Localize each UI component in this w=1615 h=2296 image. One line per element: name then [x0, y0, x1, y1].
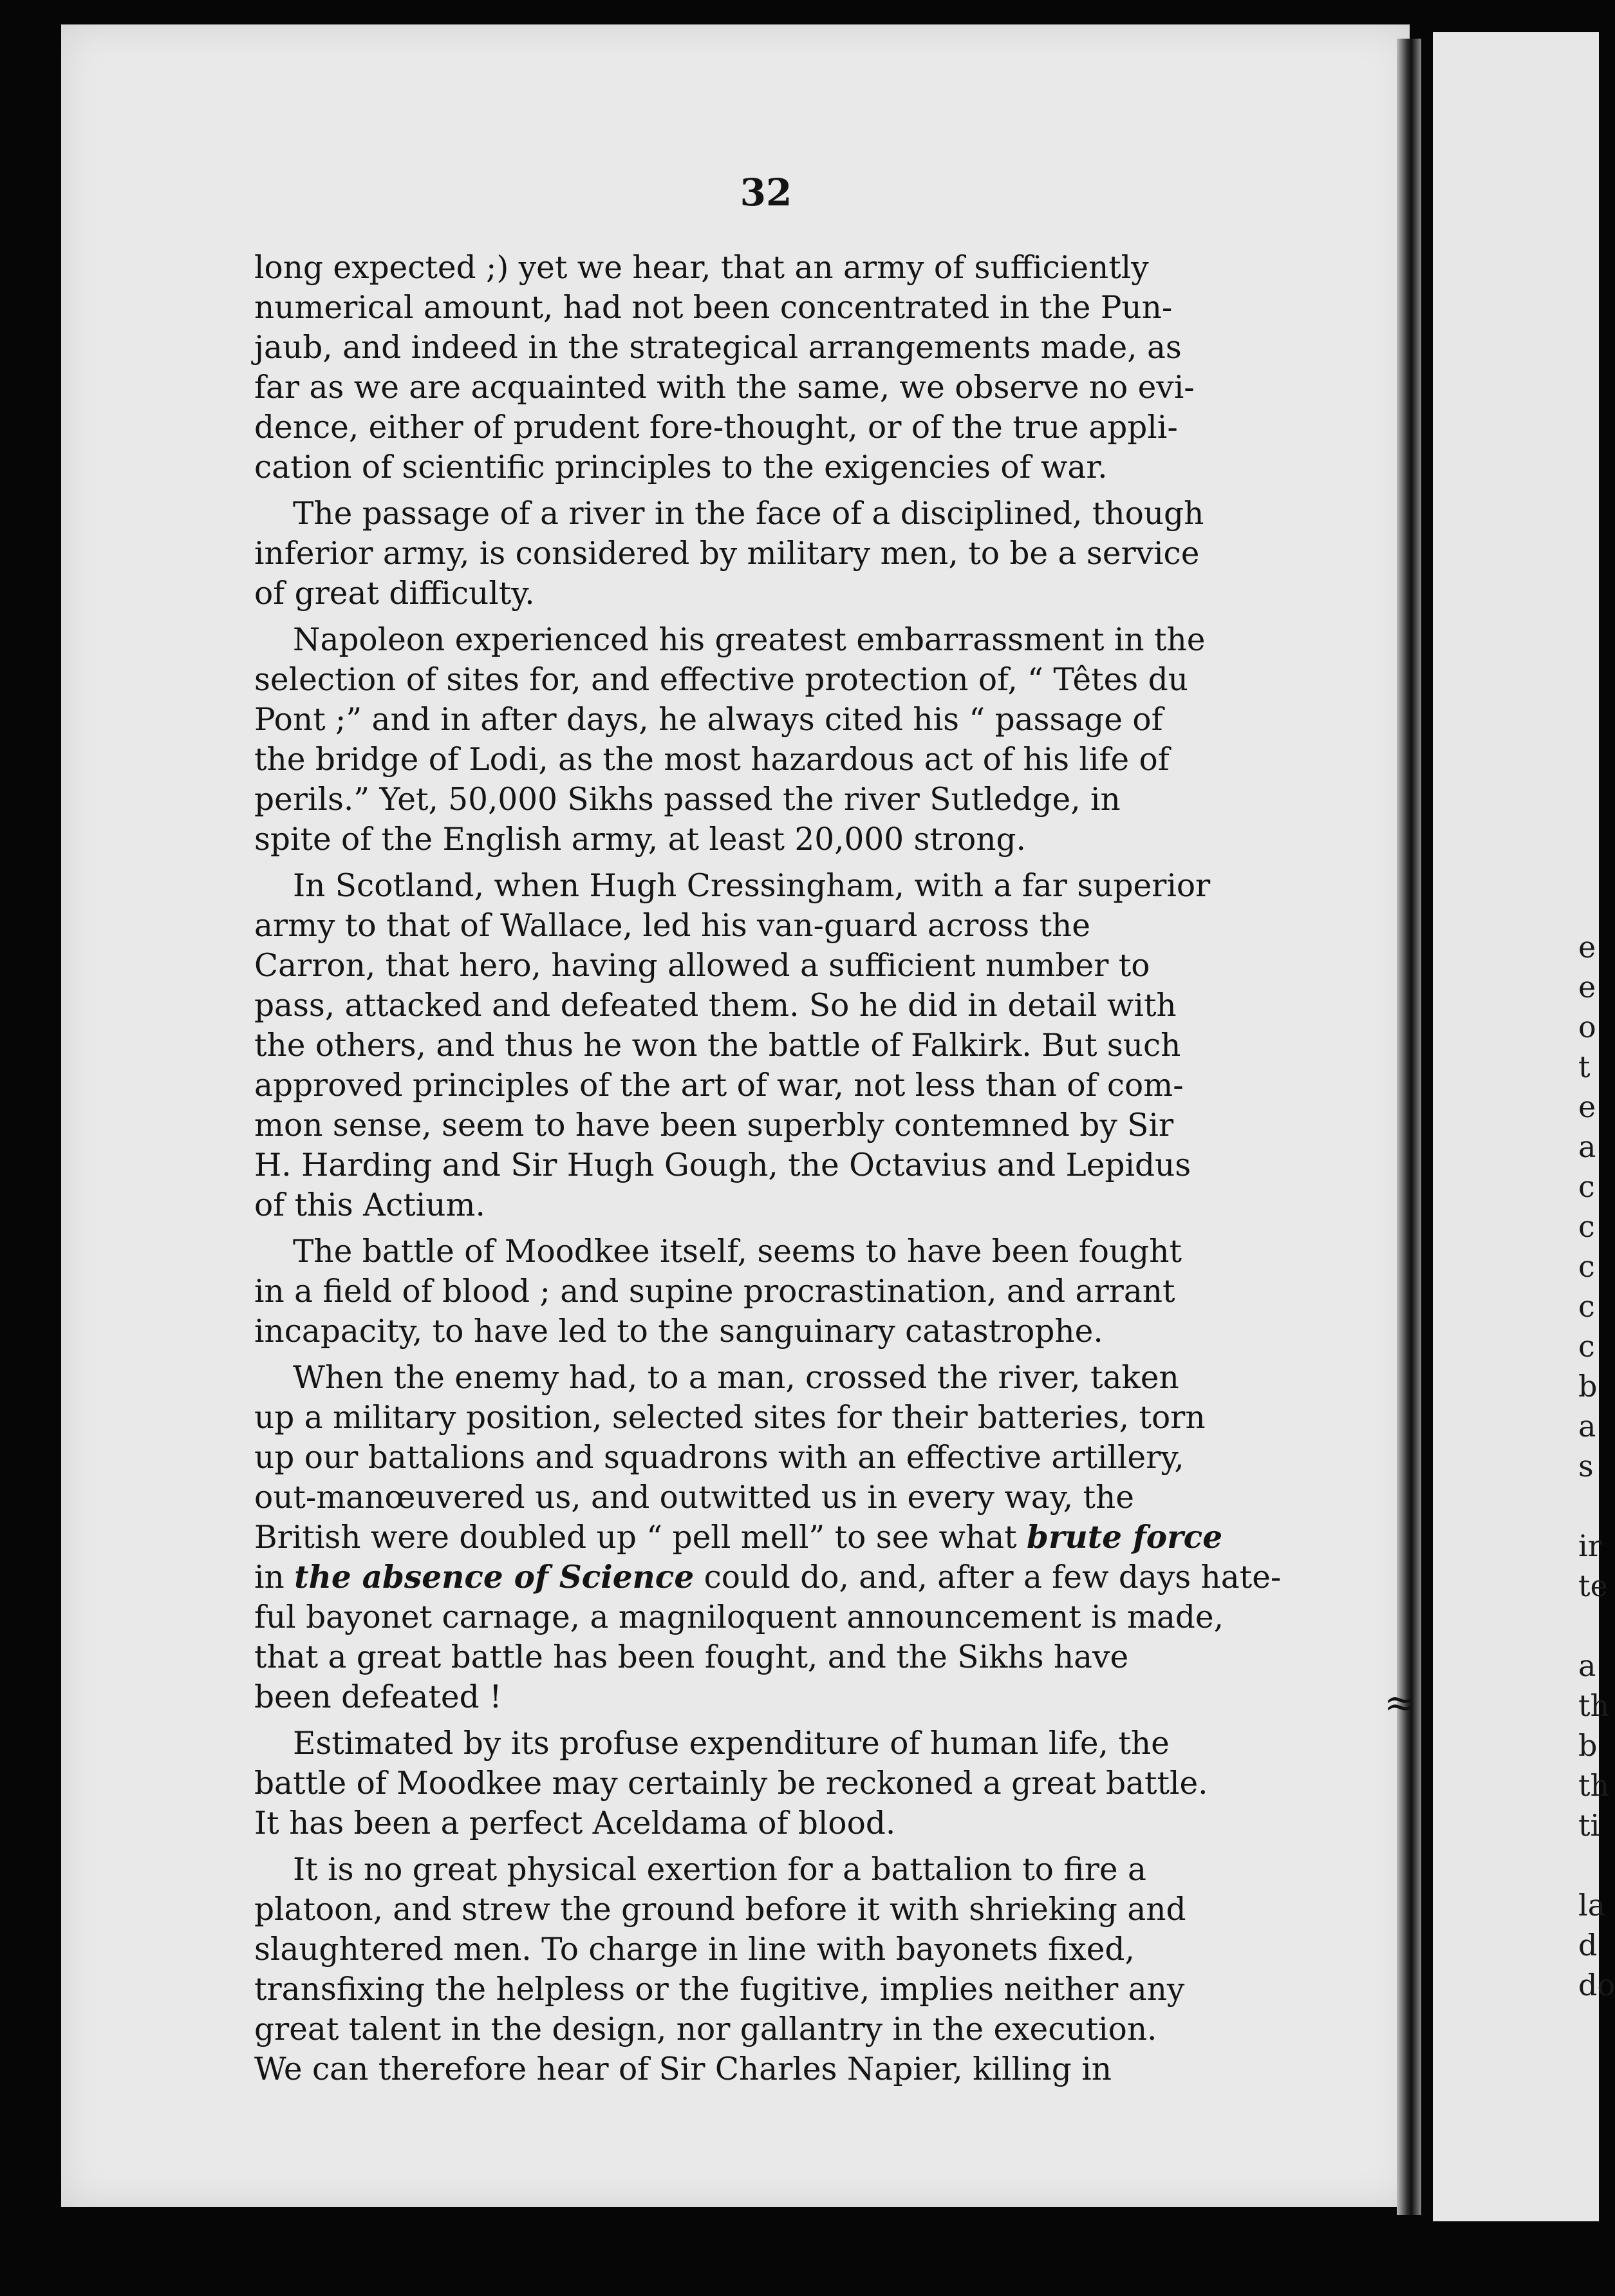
- margin-fragment: [1578, 1845, 1599, 1885]
- text-line: numerical amount, had not been concentrated in the Pun-: [254, 290, 1173, 326]
- text-line: mon sense, seem to have been superbly contemned by Sir: [254, 1107, 1174, 1143]
- margin-fragment: c: [1578, 1289, 1595, 1324]
- text-line: long expected ;) yet we hear, that an army of sufficiently: [254, 250, 1149, 286]
- margin-fragment: [1578, 1486, 1599, 1526]
- book-gutter: [1397, 39, 1421, 2215]
- margin-fragment: e: [1578, 970, 1596, 1004]
- margin-fragment: a: [1578, 1409, 1596, 1444]
- text-line: platoon, and strew the ground before it with shrieking and: [254, 1892, 1186, 1928]
- text-line: We can therefore hear of Sir Charles Napier, killing in: [254, 2051, 1112, 2087]
- paragraph: [254, 494, 1258, 614]
- text-line: in the absence of Science could do, and, after a few days hate-: [254, 1559, 1282, 1595]
- text-line: The battle of Moodkee itself, seems to have been fought: [293, 1234, 1182, 1270]
- text-line: It is no great physical exertion for a battalion to fire a: [293, 1852, 1146, 1888]
- text-line: that a great battle has been fought, and the Sikhs have: [254, 1639, 1129, 1675]
- margin-fragment: b: [1578, 1369, 1598, 1404]
- text-line: British were doubled up “ pell mell” to see what brute force: [254, 1519, 1223, 1556]
- text-line: army to that of Wallace, led his van-guard across the: [254, 908, 1090, 944]
- text-line: H. Harding and Sir Hugh Gough, the Octavius and Lepidus: [254, 1147, 1191, 1183]
- paragraph: [254, 248, 1258, 487]
- paragraph: [254, 1724, 1258, 1843]
- margin-fragment: th: [1578, 1768, 1610, 1803]
- text-line: up our battalions and squadrons with an effective artillery,: [254, 1440, 1184, 1476]
- text-line: It has been a perfect Aceldama of blood.: [254, 1805, 896, 1841]
- margin-fragment: ti: [1578, 1808, 1600, 1843]
- text-line: pass, attacked and defeated them. So he did in detail with: [254, 988, 1177, 1024]
- margin-fragment: do: [1578, 1968, 1615, 2002]
- margin-fragment: c: [1578, 1249, 1595, 1284]
- text-line: the others, and thus he won the battle of Falkirk. But such: [254, 1028, 1181, 1064]
- paragraph: [254, 1850, 1258, 2089]
- margin-fragment: [1578, 1606, 1599, 1646]
- paragraph: [254, 866, 1258, 1225]
- margin-fragment: a: [1578, 1648, 1596, 1683]
- margin-fragment: t: [1578, 1049, 1591, 1084]
- text-line: of great difficulty.: [254, 576, 535, 612]
- text-line: been defeated !: [254, 1679, 502, 1715]
- page-number: 32: [740, 171, 792, 214]
- adjacent-page-fragments: [1578, 927, 1615, 2005]
- margin-fragment: c: [1578, 1209, 1595, 1244]
- margin-fragment: d: [1578, 1928, 1598, 1962]
- margin-fragment: th: [1578, 1688, 1610, 1723]
- text-line: jaub, and indeed in the strategical arrangements made, as: [254, 330, 1182, 366]
- text-line: transfixing the helpless or the fugitive, implies neither any: [254, 1971, 1185, 2008]
- text-line: great talent in the design, nor gallantry in the execution.: [254, 2011, 1157, 2047]
- text-line: dence, either of prudent fore-thought, or of the true appli-: [254, 409, 1178, 446]
- paragraph: [254, 1358, 1282, 1717]
- margin-fragment: te: [1578, 1568, 1608, 1603]
- text-line: far as we are acquainted with the same, we observe no evi-: [254, 370, 1195, 406]
- text-line: selection of sites for, and effective protection of, “ Têtes du: [254, 662, 1188, 698]
- margin-fragment: a: [1578, 1129, 1596, 1164]
- text-line: When the enemy had, to a man, crossed the river, taken: [293, 1360, 1179, 1396]
- margin-fragment: la: [1578, 1888, 1606, 1923]
- margin-fragment: o: [1578, 1010, 1596, 1044]
- margin-fragment: ir: [1578, 1529, 1602, 1563]
- margin-fragment: c: [1578, 1329, 1595, 1364]
- text-line: inferior army, is considered by military men, to be a service: [254, 536, 1200, 572]
- text-line: Pont ;” and in after days, he always cited his “ passage of: [254, 702, 1163, 738]
- margin-fragment: c: [1578, 1169, 1595, 1204]
- text-line: up a military position, selected sites for their batteries, torn: [254, 1400, 1206, 1436]
- text-line: cation of scientific principles to the exigencies of war.: [254, 449, 1108, 485]
- text-line: incapacity, to have led to the sanguinary catastrophe.: [254, 1313, 1103, 1350]
- margin-fragment: s: [1578, 1449, 1594, 1483]
- text-line: Napoleon experienced his greatest embarrassment in the: [293, 622, 1206, 658]
- text-line: approved principles of the art of war, not less than of com-: [254, 1068, 1184, 1104]
- text-line: The passage of a river in the face of a disciplined, though: [293, 496, 1204, 532]
- text-line: In Scotland, when Hugh Cressingham, with a far superior: [293, 868, 1211, 904]
- text-line: slaughtered men. To charge in line with bayonets fixed,: [254, 1932, 1135, 1968]
- ink-blot: ≈: [1384, 1680, 1417, 1726]
- text-line: of this Actium.: [254, 1187, 485, 1223]
- margin-fragment: e: [1578, 1089, 1596, 1124]
- margin-fragment: e: [1578, 930, 1596, 965]
- paragraph: [254, 1232, 1258, 1351]
- body-text: [254, 248, 1282, 2089]
- text-line: ful bayonet carnage, a magniloquent announcement is made,: [254, 1599, 1224, 1635]
- text-line: Estimated by its profuse expenditure of human life, the: [293, 1726, 1170, 1762]
- paragraph: [254, 620, 1258, 860]
- text-line: perils.” Yet, 50,000 Sikhs passed the river Sutledge, in: [254, 782, 1121, 818]
- text-line: Carron, that hero, having allowed a sufficient number to: [254, 948, 1150, 984]
- text-line: the bridge of Lodi, as the most hazardous act of his life of: [254, 742, 1170, 778]
- text-line: spite of the English army, at least 20,000 strong.: [254, 822, 1026, 858]
- text-line: in a field of blood ; and supine procrastination, and arrant: [254, 1274, 1175, 1310]
- page-right-edge: [1433, 32, 1615, 2221]
- text-line: out-manœuvered us, and outwitted us in every way, the: [254, 1480, 1134, 1516]
- margin-fragment: b: [1578, 1728, 1598, 1763]
- text-line: battle of Moodkee may certainly be reckoned a great battle.: [254, 1765, 1208, 1802]
